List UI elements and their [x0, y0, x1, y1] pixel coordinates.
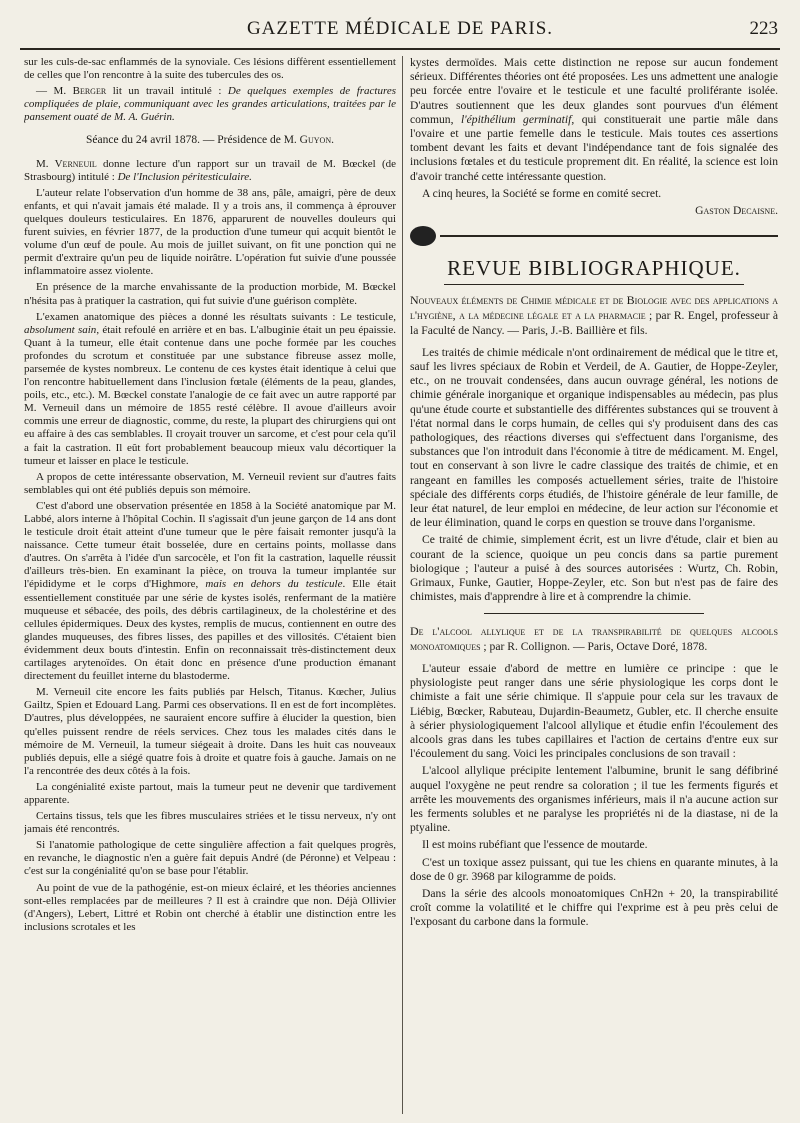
divider — [484, 613, 705, 614]
paragraph: Les traités de chimie médicale n'ont ordinairement de médical que le titre et, sauf les livres spéciaux de Robin et Verdeil, de A. Gautier, de Hoppe-Zeyler, etc., on ne trouvait condensées, dans aucun ouvrage général, les notions de chimie générale inorganique et organique indispensables au médecin, pas plus qu'une étude courte et substantielle des différentes substances qui se trouvent à l'état normal dans le corps humain, de celles qui s'y produisent dans des cas pathologiques, des réactions diverses qui s'effectuent dans l'organisme, des substances que l'on introduit dans l'économie à titre de médicament. M. Engel, tout en conservant à son livre le cadre classique des traités de chimie, et en rangeant en familles les composés actuellement séries, traite de l'histoire spéciale des différents corps étudiés, de l'histoire générale de leur famille, de leur état naturel, de leur emploi en médecine, de leur action sur l'économie et de leur élimination, quand le corps en question se trouve dans l'organisme. — [410, 345, 778, 530]
paragraph-text: C'est d'abord une observation présentée en 1858 à la Société anatomique par M. Labbé, alors interne à l'hôpital Cochin. Il s'agissait d'un jeune garçon de 14 ans dont le testicule droit était atteint d'une tumeur que le père faisait remonter jusqu'à la naissance. Cette tumeur était bosselée, dure en certains points, mollasse dans d'autres. On s'arrêta à l'idée d'un sarcocèle, et l'on fit la castration, laquelle réussit d'ailleurs très-bien. En examinant la pièce, on trouva la tumeur implantée sur l'épididyme et le corps d'Highmore, — [24, 499, 396, 591]
paragraph: A cinq heures, la Société se forme en comité secret. — [422, 186, 662, 200]
emphasis: mais en dehors du testicule — [205, 578, 343, 591]
ink-blot — [410, 226, 436, 246]
page-header — [20, 14, 780, 50]
paragraph-text: , qui constituerait une partie mâle dans l'ovaire et une partie femelle dans le testicule. Mais toutes ces assertions tombent devant les faits et devant l'indépendance tant de fois signalée des inclusions fœtales et du testicule proprement dit. En réalité, la science est loin d'avoir tranché cette intéressante question. — [410, 112, 778, 183]
left-column — [24, 56, 396, 1114]
paragraph: Au point de vue de la pathogénie, est-on mieux éclairé, et les théories anciennes sont-elles remplacées par de meilleures ? Il est à craindre que non. Déjà Ollivier (d'Angers), Lebert, Littré et Robin ont cherché à établir une distinction entre les inclusions scrotales et les — [24, 881, 396, 933]
emphasis: absolument sain — [24, 323, 97, 336]
section-separator — [410, 226, 778, 246]
speaker-name: M. Berger — [53, 85, 107, 98]
session-date: Séance du 24 avril 1878. — Présidence de — [86, 134, 284, 147]
paragraph-text: kystes dermoïdes. Mais cette distinction ne repose sur aucun fondement sérieux. Différentes théories ont été proposées. Les uns admettent une analogie peu forcée entre l'ovaire et le testicule et une faculté proliférante isolée. D'autres soutiennent que les deux glandes sont pourvues d'un élément commun, — [410, 56, 778, 126]
bibliography-entry — [410, 624, 778, 654]
page-number: 223 — [749, 18, 778, 39]
paragraph: — M. Berger lit un travail intitulé : De quelques exemples de fractures compliquées de plaie, communiquant avec les grandes articulations, traitées par le pansement ouaté de M. A. Guérin. — [24, 85, 396, 124]
paragraph: sur les culs-de-sac enflammés de la synoviale. Ces lésions diffèrent essentiellement de celles que l'on rencontre à la suite des tubercules des os. — [24, 56, 396, 82]
speaker-name: M. Verneuil — [36, 157, 97, 170]
paragraph-text: , était refoulé en arrière et en bas. L'albuginie était un peu épaissie. Quant à la tumeur, elle était contenue dans une poche formée par les couches profondes du scrotum et constituée par une substance fibreuse assez molle, parsemée de kystes nombreux. Le contenu de ces kystes était identique à celui que l'on rencontre habituellement dans l'inclusion fœtale (éléments de la peau, glandes, poils, etc., etc.). M. Bœckel constate l'analogie de ce fait avec un autre rapporté par M. Verneuil dans un mémoire de 1855 resté célèbre. Il avoue d'ailleurs avoir commis une erreur de diagnostic, comme, du reste, la plupart des chirurgiens qui ont eu affaire à des cas semblables. Il croyait trouver un sarcome, et c'est pour cela qu'il a fait la castration. Il eût fort probablement beaucoup mieux valu décortiquer la tumeur et laisser en place le testicule. — [24, 323, 396, 467]
paragraph: L'auteur essaie d'abord de mettre en lumière ce principe : que le physiologiste peut ranger dans une série physiologique les corps dont le chimiste a fait une série chimique. Il s'appuie pour cela sur les travaux de Liébig, Bœcker, Rabuteau, Dujardin-Beaumetz, Gubler, etc. Il cherche ensuite à sérier physiologiquement l'alcool allylique et étudie enfin l'écoulement des alcools gras dans les tubes capillaires et l'action de certains d'entre eux sur l'écoulement du sang. Voici les principales conclusions de son travail : — [410, 661, 778, 761]
paragraph — [410, 56, 778, 184]
book-citation: ; par R. Engel, professeur à la Faculté de Nancy. — Paris, J.-B. Baillière et fils. — [410, 309, 778, 337]
paragraph-text: . Elle était essentiellement constituée par une série de kystes isolés, renfermant de la matière muqueuse et sébacée, des poils, des débris cartilagineux, de la cholestérine et des cellules épidermiques. Deux des kystes, remplis de mucus, contiennent en outre des glandes muqueuses, des fibres lisses, des papilles et des villosités. C'étaient bien évidemment deux bouts d'intestin. Enfin on reconnaissait très-distinctement deux cartilages arytenoïdes. On était donc en présence d'une production émanant directement du feuillet interne du blastoderme. — [24, 578, 396, 683]
separator-line — [440, 235, 778, 237]
paragraph — [24, 500, 396, 683]
title-underline — [444, 284, 744, 285]
section-title — [410, 256, 778, 285]
work-title: De quelques exemples de fractures compliquées de plaie, communiquant avec les grandes articulations, traitées par le pansement ouaté de M. A. Guérin. — [24, 85, 396, 124]
paragraph — [24, 311, 396, 468]
column-divider — [402, 56, 403, 1114]
paragraph-text: donne lecture d'un rapport sur un travail de M. Bœckel (de Strasbourg) intitulé : — [24, 157, 396, 183]
right-column — [410, 56, 778, 1114]
paragraph: En présence de la marche envahissante de la production morbide, M. Bœckel n'hésita pas à pratiquer la castration, qui fut suivie d'une guérison complète. — [24, 281, 396, 307]
paragraph: Il est moins rubéfiant que l'essence de moutarde. — [422, 838, 648, 852]
paragraph-text: lit un travail intitulé : — [106, 85, 228, 98]
paragraph: L'auteur relate l'observation d'un homme de 38 ans, pâle, amaigri, père de deux enfants, et qui n'avait jamais été malade. Il y a trois ans, il commença à éprouver quelques douleurs testiculaires. En 1876, apparurent de nouvelles douleurs qui furent suivies, en février 1877, de la production d'une tumeur qui acquit bientôt le volume d'un œuf de poule. Au mois de juillet suivant, on fit une ponction qui ne permit d'extraire qu'un peu de liquide noirâtre. L'opération fut suivie d'une poussée inflammatoire assez violente. — [24, 186, 396, 278]
book-title: De l'alcool allylique et de la transpirabilité de quelques alcools monoatomiques — [410, 623, 778, 653]
book-title: Nouveaux éléments de Chimie médicale et de Biologie avec des applications a l'hygiène, a la médecine légale et a la pharmacie — [410, 293, 778, 323]
book-citation: ; par R. Collignon. — Paris, Octave Doré, 1878. — [480, 639, 708, 653]
session-heading — [24, 134, 396, 147]
author-signature: Gaston Decaisne. — [695, 204, 778, 218]
work-title: De l'Inclusion péritesticulaire. — [117, 170, 252, 183]
paragraph: Si l'anatomie pathologique de cette singulière affection a fait quelques progrès, en revanche, le diagnostic n'en a guère fait depuis André (de Péronne) et Velpeau : c'est sur la congénialité qu'on se base pour l'établir. — [24, 839, 396, 878]
paragraph: Certains tissus, tels que les fibres musculaires striées et le tissu nerveux, n'y ont jamais été rencontrés. — [24, 810, 396, 836]
paragraph — [24, 158, 396, 184]
paragraph: Dans la série des alcools monoatomiques CnH2n + 20, la transpirabilité croît comme la volatilité et le chiffre qui l'exprime est à peu près celui de l'exposant du carbone dans la formule. — [410, 886, 778, 929]
paragraph: Ce traité de chimie, simplement écrit, est un livre d'étude, clair et bien au courant de la science, quoique un peu concis dans sa partie purement biologique ; l'auteur a puisé à des sources autorisées : Wurtz, Ch. Robin, Grimaux, Funke, Gautier, Hoppe-Zeyler, etc. Son but n'est pas de faire des chimistes, mais d'apprendre à lire et à comprendre la chimie. — [410, 533, 778, 604]
section-title-text: REVUE BIBLIOGRAPHIQUE. — [447, 256, 741, 281]
paragraph-text: L'examen anatomique des pièces a donné les résultats suivants : Le testicule, — [36, 310, 396, 323]
emphasis: l'épithélium germinatif — [460, 112, 572, 126]
paragraph: M. Verneuil cite encore les faits publiés par Helsch, Titanus. Kœcher, Julius Gailtz, Spien et Edouard Lang. Parmi ces observations. Il en est de fort incomplètes. D'autres, plus développées, ne sauraient encore suffire à élucider la question, bien qu'elles puissent rendre de réels services. Chez tous les malades cités dans le mémoire de M. Verneuil, la tumeur siégeait à droite. Dans les huit cas nouveaux publiés depuis, elle a siégé quatre fois à droite et quatre fois à gauche. Jamais on ne l'a rencontrée des deux côtés à la fois. — [24, 686, 396, 777]
journal-title: GAZETTE MÉDICALE DE PARIS. — [246, 18, 554, 39]
session-president: M. Guyon. — [283, 134, 334, 147]
paragraph: C'est un toxique assez puissant, qui tue les chiens en quarante minutes, à la dose de 0 gr. 3968 par kilogramme de poids. — [410, 855, 778, 883]
paragraph: L'alcool allylique précipite lentement l'albumine, brunit le sang défibriné auquel l'oxygène ne peut rendre sa coloration ; il tue les ferments figurés et arrête les mouvements des organismes inférieurs, mais il n'a aucune action sur les ferments solubles et ne paralyse les propriétés ni de la diastase, ni de la ptyaline. — [410, 764, 778, 835]
bibliography-entry — [410, 293, 778, 338]
paragraph: A propos de cette intéressante observation, M. Verneuil revient sur d'autres faits semblables qui ont été publiés depuis son mémoire. — [24, 470, 396, 496]
paragraph: La congénialité existe partout, mais la tumeur peut ne devenir que tardivement apparente. — [24, 780, 396, 806]
